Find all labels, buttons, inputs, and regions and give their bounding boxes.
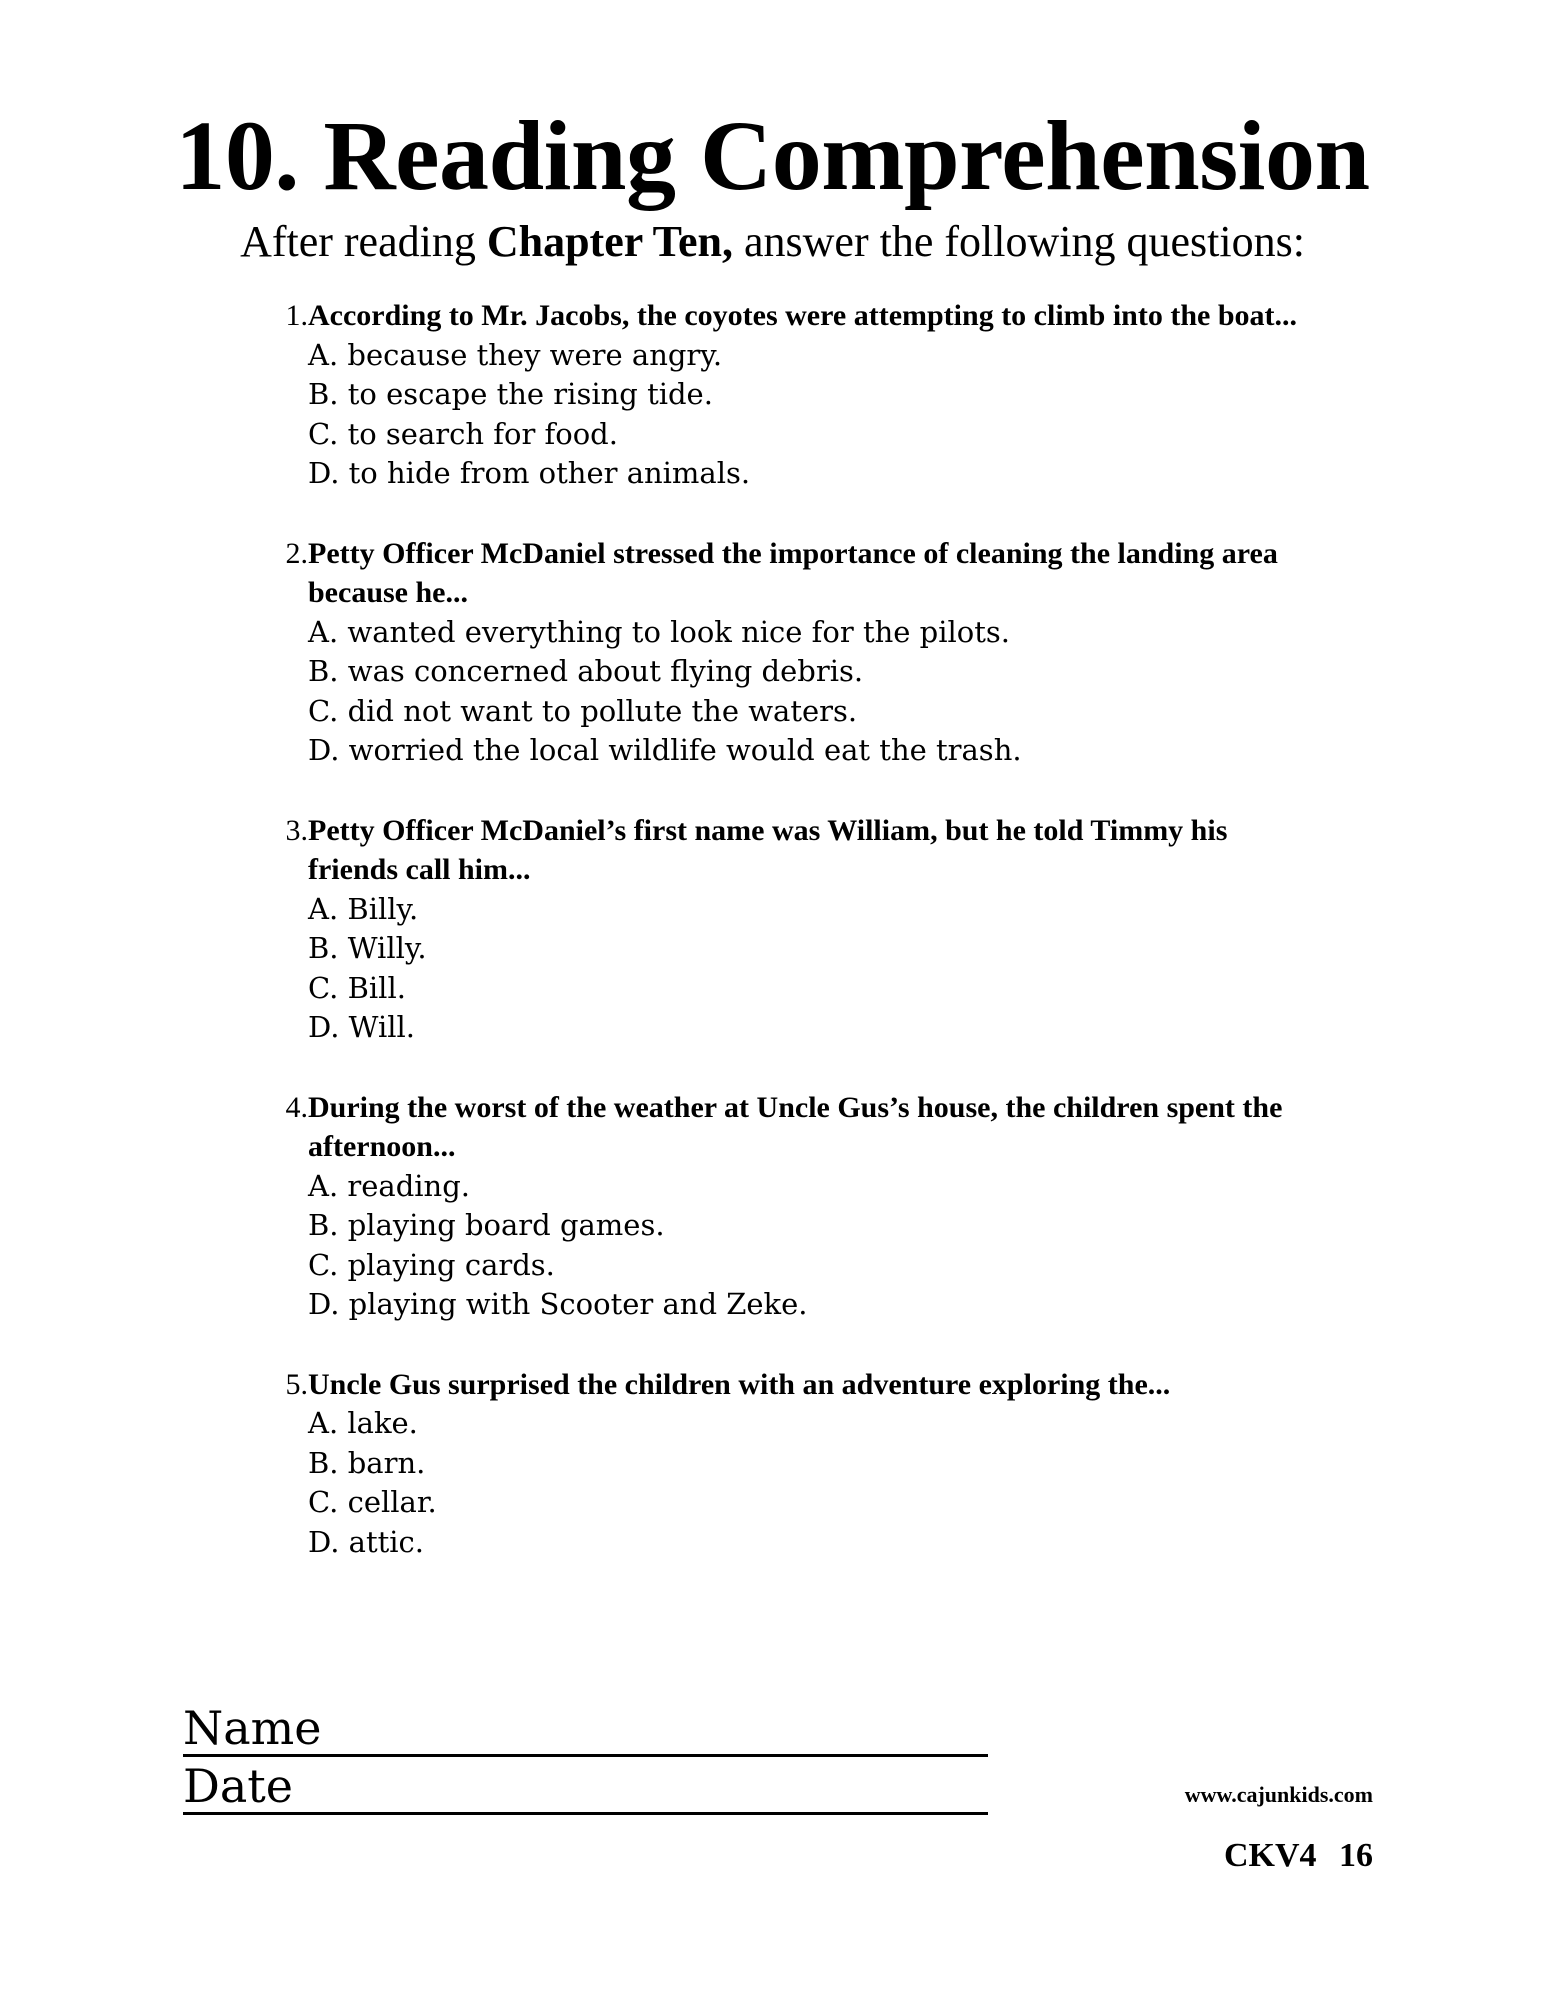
question-5: [270, 1365, 1300, 1563]
answer-choice-a: A. wanted everything to look nice for the pilots.: [308, 614, 1010, 649]
answer-choice-c: C. playing cards.: [308, 1247, 555, 1282]
answer-choice-b: B. barn.: [308, 1445, 426, 1480]
question-4: [270, 1088, 1300, 1325]
instructions-suffix: answer the following questions:: [733, 217, 1305, 266]
answer-choice-d: D. to hide from other animals.: [308, 456, 751, 490]
question-text: According to Mr. Jacobs, the coyotes were attempting to climb into the boat...: [308, 299, 1298, 332]
answer-choice-c: C. Bill.: [308, 970, 406, 1005]
instructions-prefix: After reading: [240, 217, 487, 266]
question-number: 2.: [285, 536, 308, 570]
answer-choice-a: A. because they were angry.: [308, 337, 723, 372]
question-1: [270, 296, 1300, 494]
answer-choice-c: C. to search for food.: [308, 416, 618, 451]
website-link: www.cajunkids.com: [1184, 1782, 1373, 1807]
question-text: Uncle Gus surprised the children with an adventure exploring the...: [308, 1367, 1171, 1401]
answer-choice-d: D. playing with Scooter and Zeke.: [308, 1287, 808, 1321]
answer-choice-b: B. playing board games.: [308, 1208, 665, 1242]
answer-choice-a: A. reading.: [308, 1168, 470, 1203]
name-field[interactable]: [183, 1702, 988, 1757]
question-text: Petty Officer McDaniel stressed the importance of cleaning the landing area because he...: [308, 536, 1278, 609]
date-label: Date: [183, 1759, 294, 1813]
answer-choice-b: B. was concerned about flying debris.: [308, 654, 864, 688]
answer-choice-d: D. attic.: [308, 1524, 424, 1559]
page-code: CKV4 16: [1223, 1837, 1373, 1874]
page-title: 10. Reading Comprehension: [175, 100, 1370, 211]
chapter-reference: Chapter Ten,: [486, 217, 733, 266]
question-3: [270, 811, 1300, 1048]
answer-choice-c: C. cellar.: [308, 1485, 437, 1519]
name-label: Name: [183, 1701, 322, 1755]
answer-choice-a: A. Billy.: [308, 891, 419, 926]
question-number: 1.: [285, 299, 308, 332]
question-text: Petty Officer McDaniel’s first name was William, but he told Timmy his friends call him...: [308, 813, 1228, 886]
answer-choice-d: D. Will.: [308, 1010, 415, 1044]
question-text: During the worst of the weather at Uncle Gus’s house, the children spent the afternoon...: [308, 1090, 1283, 1163]
question-number: 4.: [285, 1090, 308, 1124]
question-2: [270, 534, 1300, 771]
question-number: 5.: [285, 1367, 308, 1401]
answer-choice-c: C. did not want to pollute the waters.: [308, 693, 858, 728]
date-field[interactable]: [183, 1760, 988, 1815]
question-number: 3.: [285, 813, 308, 847]
answer-choice-b: B. to escape the rising tide.: [308, 377, 713, 411]
question-list: [270, 296, 1300, 1602]
answer-choice-d: D. worried the local wildlife would eat the trash.: [308, 733, 1022, 767]
instructions: [0, 215, 1545, 269]
answer-choice-b: B. Willy.: [308, 931, 427, 965]
answer-choice-a: A. lake.: [308, 1406, 418, 1440]
